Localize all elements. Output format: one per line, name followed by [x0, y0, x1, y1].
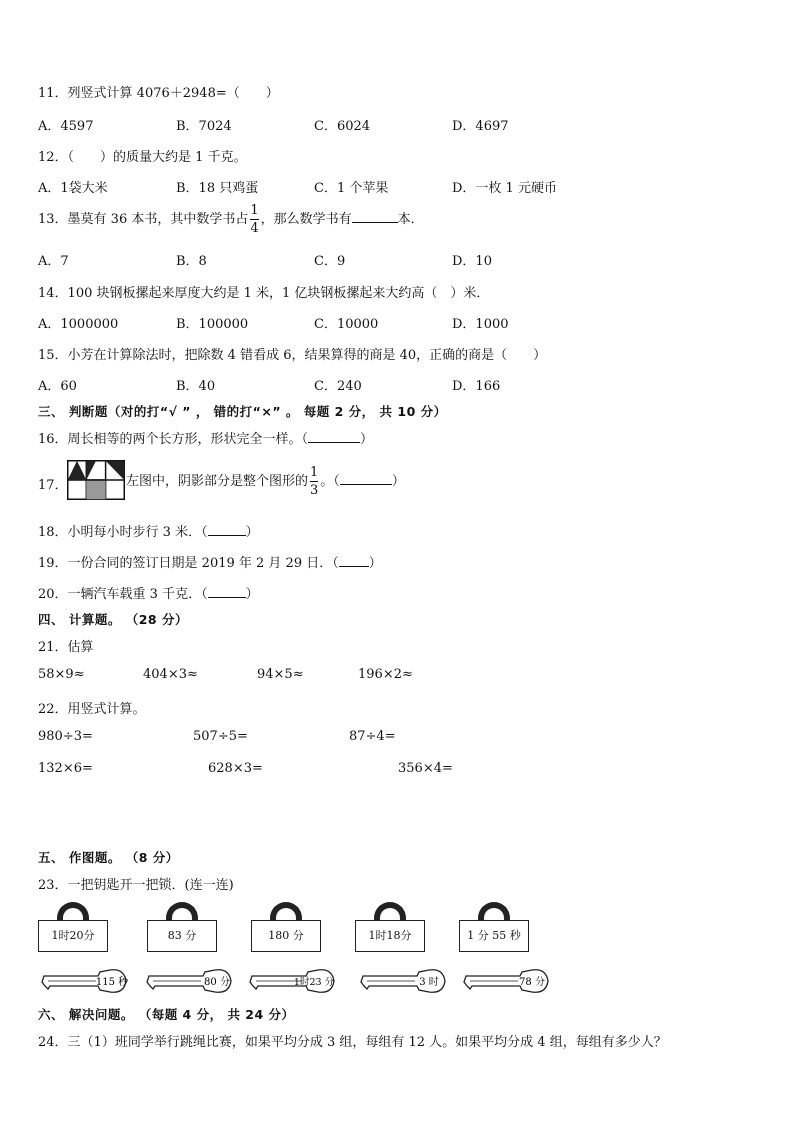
- option-d: D．10: [452, 254, 492, 269]
- estimate-item: 404×3≈: [143, 667, 198, 682]
- calc-item: 507÷5=: [193, 729, 248, 744]
- question-13-text-3: 本．: [397, 212, 424, 227]
- question-19: [38, 552, 382, 571]
- calc-item: 132×6=: [38, 761, 93, 776]
- option-c: C．1 个苹果: [314, 181, 389, 196]
- estimate-item: 196×2≈: [358, 667, 413, 682]
- key[interactable]: [357, 966, 447, 996]
- option-a: A．60: [38, 379, 77, 394]
- lock[interactable]: [251, 902, 321, 952]
- option-c: C．9: [314, 254, 346, 269]
- estimate-item: 94×5≈: [257, 667, 304, 682]
- lock-label: 1时20分: [38, 920, 108, 952]
- answer-blank[interactable]: [339, 566, 369, 567]
- lock-label: 1 分 55 秒: [459, 920, 529, 952]
- question-16-text: 16．周长相等的两个长方形，形状完全一样。（: [38, 432, 309, 447]
- section-4-heading: 四、 计算题。 （28 分）: [38, 612, 188, 627]
- option-b: B．7024: [176, 119, 232, 134]
- question-19-text: 19．一份合同的签订日期是 2019 年 2 月 29 日．（: [38, 556, 339, 571]
- question-20-close: ）: [245, 587, 259, 602]
- option-c: C．240: [314, 379, 362, 394]
- question-21-title: 21．估算: [38, 640, 94, 655]
- option-d: D．一枚 1 元硬币: [452, 181, 557, 196]
- question-12: 12．（ ）的质量大约是 1 千克。: [38, 150, 247, 165]
- question-14: 14．100 块钢板摞起来厚度大约是 1 米，1 亿块钢板摞起来大约高（ ）米．: [38, 286, 490, 301]
- option-d: D．4697: [452, 119, 509, 134]
- calc-item: 356×4=: [398, 761, 453, 776]
- answer-blank[interactable]: [308, 442, 360, 443]
- option-a: A．4597: [38, 119, 94, 134]
- shaded-figure: [67, 460, 125, 500]
- option-c: C．10000: [314, 317, 379, 332]
- answer-blank[interactable]: [352, 222, 398, 223]
- question-17-text: 左图中，阴影部分是整个图形的: [126, 474, 309, 489]
- question-22-title: 22．用竖式计算。: [38, 702, 146, 717]
- calc-item: 87÷4=: [349, 729, 396, 744]
- option-b: B．40: [176, 379, 216, 394]
- question-18-text: 18．小明每小时步行 3 米．（: [38, 525, 208, 540]
- estimate-item: 58×9≈: [38, 667, 85, 682]
- question-23-title: 23．一把钥匙开一把锁．(连一连): [38, 878, 234, 893]
- calc-item: 980÷3=: [38, 729, 93, 744]
- option-b: B．8: [176, 254, 207, 269]
- option-d: D．166: [452, 379, 501, 394]
- fraction-denominator: 4: [250, 221, 259, 236]
- key-label: 78 分: [519, 977, 545, 988]
- question-17-text-2: 。（: [320, 474, 340, 489]
- option-a: A．1袋大米: [38, 181, 108, 196]
- option-b: B．100000: [176, 317, 249, 332]
- lock[interactable]: [147, 902, 217, 952]
- calc-item: 628×3=: [208, 761, 263, 776]
- option-b: B．18 只鸡蛋: [176, 181, 259, 196]
- option-c: C．6024: [314, 119, 371, 134]
- question-16: [38, 428, 373, 447]
- fraction: [310, 466, 318, 497]
- section-3-heading: 三、 判断题（对的打“√ ” ， 错的打“×” 。 每题 2 分， 共 10 分）: [38, 404, 447, 419]
- question-18-close: ）: [245, 525, 259, 540]
- question-20: [38, 583, 259, 602]
- key[interactable]: [460, 966, 550, 996]
- key-label: 1时23 分: [293, 977, 335, 988]
- fraction-numerator: 1: [250, 203, 259, 218]
- question-11: 11．列竖式计算 4076＋2948=（ ）: [38, 86, 279, 101]
- question-17: [126, 466, 405, 497]
- question-16-close: ）: [360, 432, 374, 447]
- fraction-numerator: 1: [310, 465, 319, 480]
- key-label: 3 时: [419, 977, 439, 988]
- answer-blank[interactable]: [208, 535, 246, 536]
- answer-blank[interactable]: [208, 597, 246, 598]
- key-label: 115 秒: [95, 977, 128, 988]
- key[interactable]: [143, 966, 233, 996]
- question-13-text: 13．墨莫有 36 本书，其中数学书占: [38, 212, 249, 227]
- fraction: [250, 204, 258, 235]
- question-18: [38, 521, 259, 540]
- section-5-heading: 五、 作图题。 （8 分）: [38, 850, 179, 865]
- key-label: 80 分: [204, 977, 230, 988]
- lock[interactable]: [355, 902, 425, 952]
- question-17-label: 17．: [38, 478, 68, 493]
- question-15: 15．小芳在计算除法时，把除数 4 错看成 6，结果算得的商是 40，正确的商是（ ）: [38, 348, 547, 363]
- question-17-close: ）: [391, 474, 405, 489]
- question-19-close: ）: [368, 556, 382, 571]
- section-6-heading: 六、 解决问题。 （每题 4 分， 共 24 分）: [38, 1007, 295, 1022]
- key[interactable]: [38, 966, 128, 996]
- fraction-denominator: 3: [310, 483, 319, 498]
- question-24: 24．三（1）班同学举行跳绳比赛，如果平均分成 3 组，每组有 12 人。如果平均分成 4 组，每组有多少人？: [38, 1035, 667, 1050]
- question-13: [38, 204, 424, 235]
- answer-blank[interactable]: [340, 484, 392, 485]
- option-a: A．1000000: [38, 317, 119, 332]
- question-20-text: 20．一辆汽车载重 3 千克．（: [38, 587, 208, 602]
- key[interactable]: [246, 966, 336, 996]
- question-13-text-2: ，那么数学书有: [260, 212, 352, 227]
- lock[interactable]: [459, 902, 529, 952]
- lock[interactable]: [38, 902, 108, 952]
- option-d: D．1000: [452, 317, 509, 332]
- lock-label: 83 分: [147, 920, 217, 952]
- lock-label: 180 分: [251, 920, 321, 952]
- option-a: A．7: [38, 254, 69, 269]
- lock-label: 1时18分: [355, 920, 425, 952]
